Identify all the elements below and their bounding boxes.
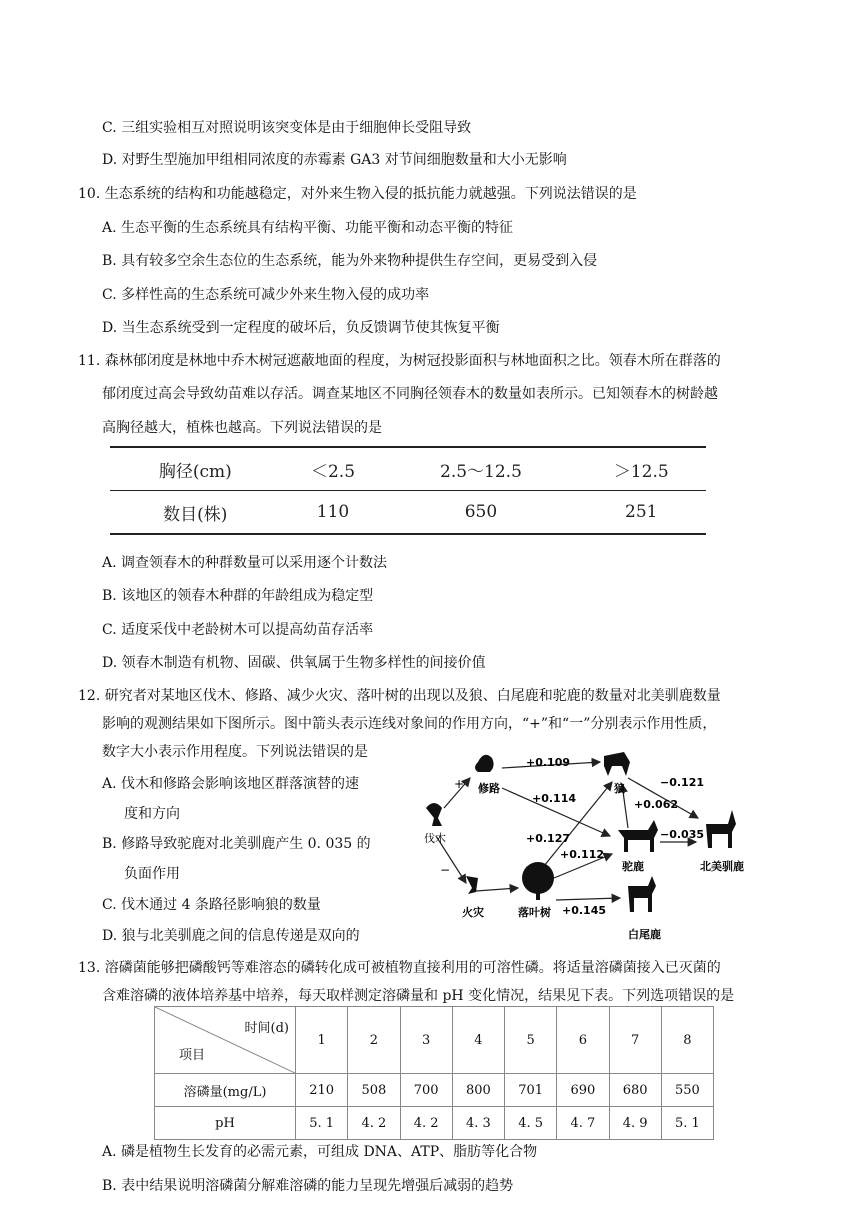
q11-option-c: C. 适度采伐中老龄树木可以提高幼苗存活率 <box>102 622 374 638</box>
day-header-cell: 4 <box>452 1007 504 1074</box>
table-cell: 700 <box>400 1074 452 1107</box>
q12-option-c: C. 伐木通过 4 条路径影响狼的数量 <box>102 897 321 913</box>
question-11-line1: 11. 森林郁闭度是林地中乔木树冠遮蔽地面的程度，为树冠投影面积与林地面积之比。领春木所在群落的 <box>78 353 721 369</box>
label-caribou: 北美驯鹿 <box>700 860 744 873</box>
table-cell: 4. 3 <box>452 1107 504 1140</box>
effect-road-moose: +0.114 <box>532 792 577 805</box>
effect-tree-deer: +0.145 <box>562 904 607 917</box>
table-cell: 251 <box>576 491 706 535</box>
q10-option-b: B. 具有较多空余生态位的生态系统，能为外来物种提供生存空间，更易受到入侵 <box>102 253 598 269</box>
q12-option-d: D. 狼与北美驯鹿之间的信息传递是双向的 <box>102 928 360 944</box>
label-deciduous: 落叶树 <box>518 906 551 919</box>
question-11-line2: 郁闭度过高会导致幼苗难以存活。调查某地区不同胸径领春木的数量如表所示。已知领春木的树龄越 <box>102 386 718 402</box>
deer-icon <box>628 876 656 912</box>
q11-option-b: B. 该地区的领春木种群的年龄组成为稳定型 <box>102 588 374 604</box>
effect-moose-caribou: −0.035 <box>660 828 705 841</box>
ecology-figure <box>414 748 744 948</box>
effect-tree-wolf: +0.127 <box>526 832 571 845</box>
table-cell: 650 <box>385 491 576 535</box>
label-moose: 驼鹿 <box>622 860 644 873</box>
table-cell: 690 <box>557 1074 609 1107</box>
table-cell: 800 <box>452 1074 504 1107</box>
table-cell: 数目(株) <box>110 491 281 535</box>
q13-option-a: A. 磷是植物生长发育的必需元素，可组成 DNA、ATP、脂肪等化合物 <box>102 1144 538 1160</box>
phosphorus-table <box>154 1006 714 1140</box>
table-cell: 4. 5 <box>505 1107 557 1140</box>
q11-option-a: A. 调查领春木的种群数量可以采用逐个计数法 <box>102 555 388 571</box>
effect-log-road: + <box>454 777 465 791</box>
option-d: D. 对野生型施加甲组相同浓度的赤霉素 GA3 对节间细胞数量和大小无影响 <box>102 152 567 168</box>
question-11-line3: 高胸径越大，植株也越高。下列说法错误的是 <box>102 420 382 436</box>
table-header-cell: ＜2.5 <box>281 447 386 491</box>
q13-option-b: B. 表中结果说明溶磷菌分解难溶磷的能力呈现先增强后减弱的趋势 <box>102 1178 514 1194</box>
day-header-cell: 5 <box>505 1007 557 1074</box>
road-icon <box>475 755 494 772</box>
label-wolf: 狼 <box>614 782 625 795</box>
table-cell: 4. 2 <box>348 1107 400 1140</box>
day-header-cell: 2 <box>348 1007 400 1074</box>
label-fire: 火灾 <box>462 906 484 919</box>
day-header-cell: 3 <box>400 1007 452 1074</box>
table-cell: 4. 2 <box>400 1107 452 1140</box>
q12-option-b-cont: 负面作用 <box>124 866 180 882</box>
q12-option-a-cont: 度和方向 <box>124 806 180 822</box>
table-header-cell: ＞12.5 <box>576 447 706 491</box>
question-12-line2: 影响的观测结果如下图所示。图中箭头表示连线对象间的作用方向，“+”和“一”分别表示作用性质， <box>102 716 717 732</box>
moose-icon <box>618 820 658 852</box>
question-10: 10. 生态系统的结构和功能越稳定，对外来生物入侵的抵抗能力就越强。下列说法错误的是 <box>78 186 637 202</box>
q10-option-d: D. 当生态系统受到一定程度的破坏后，负反馈调节使其恢复平衡 <box>102 320 500 336</box>
table-corner-cell <box>155 1007 296 1074</box>
question-13-line2: 含难溶磷的液体培养基中培养，每天取样测定溶磷量和 pH 变化情况，结果见下表。下列选项错误的是 <box>102 988 735 1004</box>
corner-time-label: 时间(d) <box>244 1021 289 1036</box>
label-logging: 伐木 <box>424 832 446 845</box>
effect-moose-wolf: +0.062 <box>634 798 679 811</box>
table-header-cell: 胸径(cm) <box>110 447 281 491</box>
table-cell: 701 <box>505 1074 557 1107</box>
q10-option-c: C. 多样性高的生态系统可减少外来生物入侵的成功率 <box>102 287 430 303</box>
day-header-cell: 1 <box>296 1007 348 1074</box>
table-cell: 5. 1 <box>661 1107 713 1140</box>
arrow-tree-deer <box>556 898 620 900</box>
effect-log-fire: − <box>440 863 451 877</box>
table-cell: 5. 1 <box>296 1107 348 1140</box>
diameter-table <box>110 446 706 535</box>
table-cell: 508 <box>348 1074 400 1107</box>
tree-stump-icon <box>426 803 442 826</box>
row-label-phosphorus: 溶磷量(mg/L) <box>155 1074 296 1107</box>
option-c: C. 三组实验相互对照说明该突变体是由于细胞伸长受阻导致 <box>102 120 472 136</box>
question-12-line3: 数字大小表示作用程度。下列说法错误的是 <box>102 744 368 760</box>
deciduous-tree-icon <box>522 862 554 894</box>
question-12-line1: 12. 研究者对某地区伐木、修路、减少火灾、落叶树的出现以及狼、白尾鹿和驼鹿的数量对北美驯鹿数量 <box>78 688 721 704</box>
q12-option-a: A. 伐木和修路会影响该地区群落演替的速 <box>102 776 360 792</box>
tree-trunk-icon <box>536 892 540 900</box>
effect-road-wolf: +0.109 <box>526 756 571 769</box>
table-cell: 4. 9 <box>609 1107 661 1140</box>
table-cell: 550 <box>661 1074 713 1107</box>
arrow-fire-tree <box>476 888 518 891</box>
caribou-icon <box>706 810 736 848</box>
label-deer: 白尾鹿 <box>628 928 661 941</box>
table-cell: 210 <box>296 1074 348 1107</box>
table-header-cell: 2.5～12.5 <box>385 447 576 491</box>
effect-tree-moose: +0.112 <box>560 848 605 861</box>
q12-option-b: B. 修路导致驼鹿对北美驯鹿产生 0. 035 的 <box>102 836 371 852</box>
label-road: 修路 <box>478 782 500 795</box>
day-header-cell: 8 <box>661 1007 713 1074</box>
day-header-cell: 6 <box>557 1007 609 1074</box>
corner-item-label: 项目 <box>179 1048 206 1063</box>
wolf-icon <box>604 752 630 776</box>
table-cell: 4. 7 <box>557 1107 609 1140</box>
effect-wolf-caribou: −0.121 <box>660 776 705 789</box>
question-13-line1: 13. 溶磷菌能够把磷酸钙等难溶态的磷转化成可被植物直接利用的可溶性磷。将适量溶磷菌接入已灭菌的 <box>78 960 721 976</box>
q10-option-a: A. 生态平衡的生态系统具有结构平衡、功能平衡和动态平衡的特征 <box>102 220 514 236</box>
q11-option-d: D. 领春木制造有机物、固碳、供氧属于生物多样性的间接价值 <box>102 655 486 671</box>
row-label-ph: pH <box>155 1107 296 1140</box>
table-cell: 680 <box>609 1074 661 1107</box>
table-cell: 110 <box>281 491 386 535</box>
day-header-cell: 7 <box>609 1007 661 1074</box>
